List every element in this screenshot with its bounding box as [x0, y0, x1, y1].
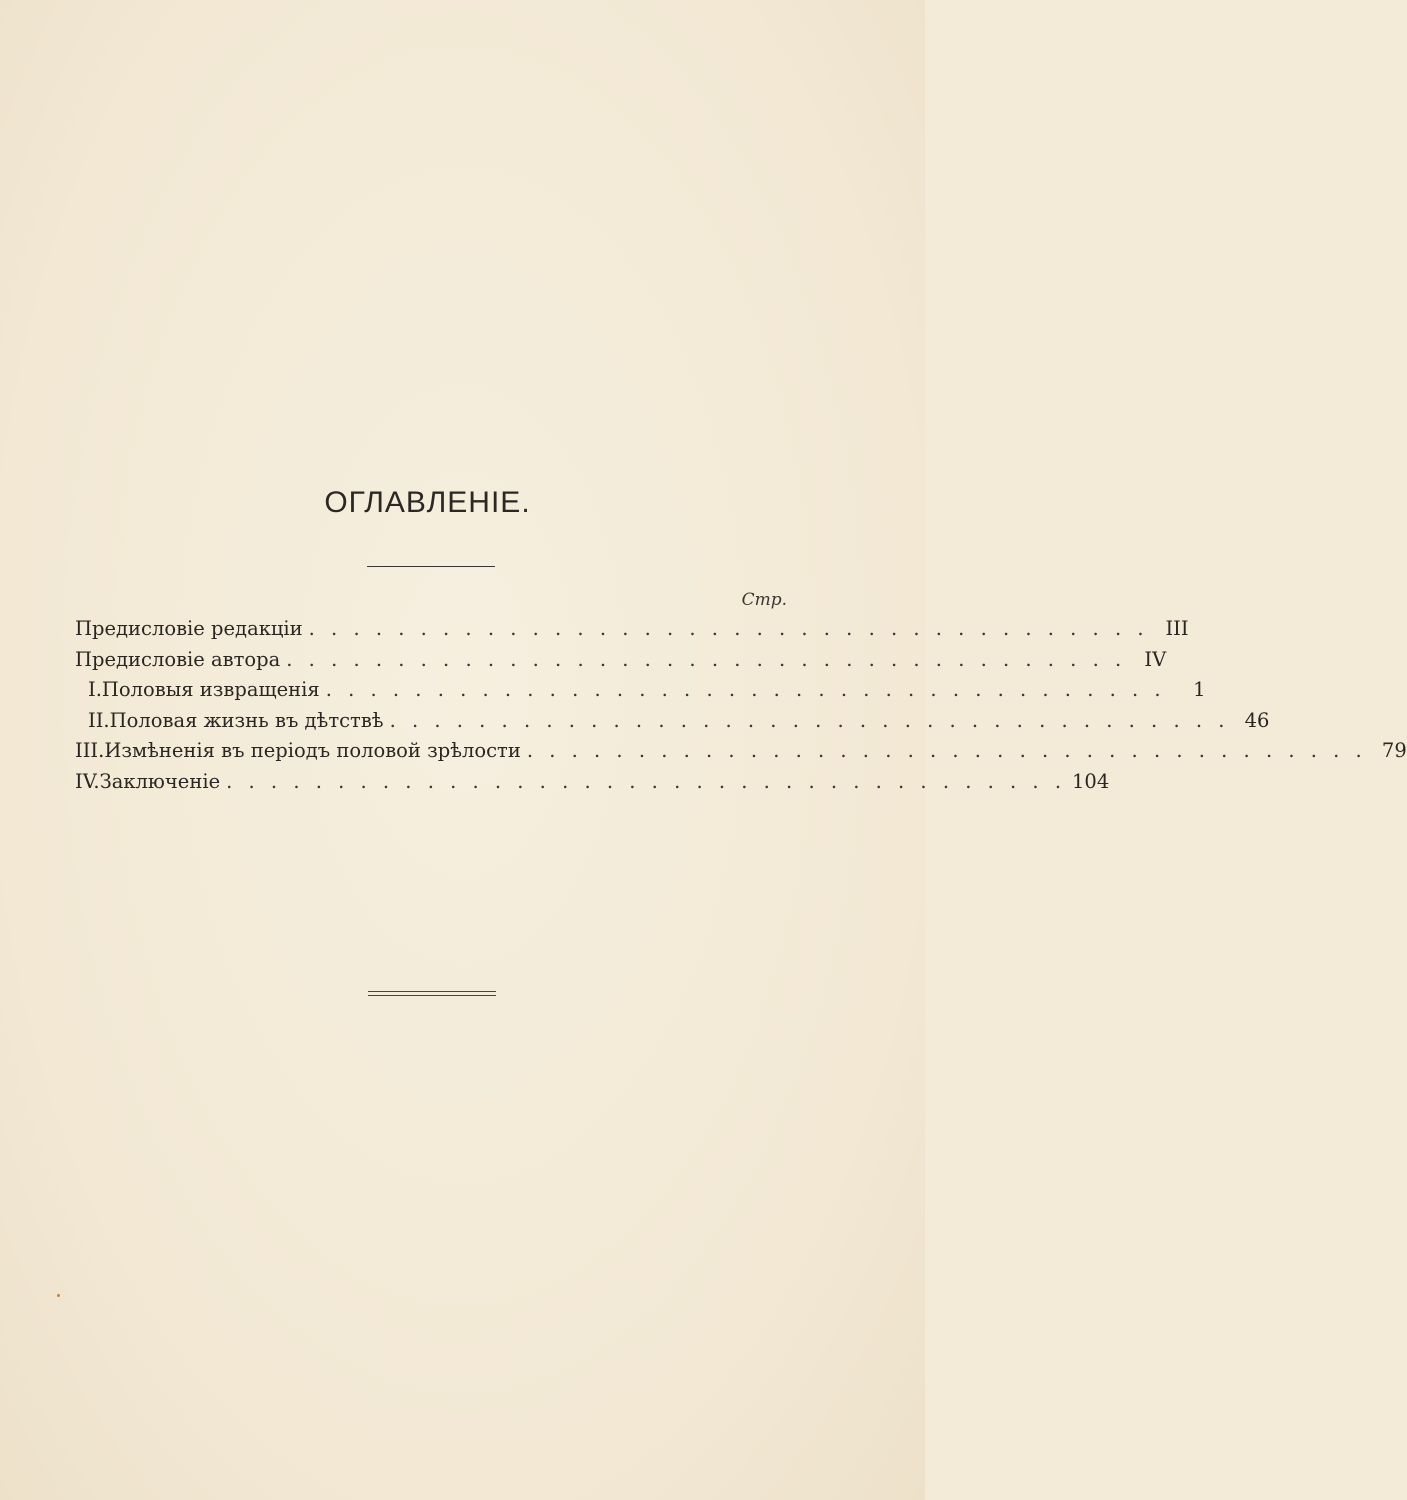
end-divider — [368, 991, 496, 996]
toc-entry-label: Измѣненія въ періодъ половой зрѣлости — [104, 739, 521, 762]
toc-entry-number: III. — [75, 739, 105, 762]
toc-entry-number: I. — [88, 678, 102, 701]
title-divider — [367, 566, 495, 567]
toc-entry-label: Половая жизнь въ дѣтствѣ — [109, 708, 384, 732]
toc-entry — [75, 736, 1407, 767]
toc-entry-page: 1 — [1193, 678, 1206, 701]
toc-entry-label: Половыя извращенія — [101, 678, 320, 701]
toc-entry — [75, 614, 1189, 645]
toc-entry — [75, 767, 1110, 798]
leader-dots: . . . . . . . . . . . . . . . . . . . . . . . . . . . . . . . . . . . . . . — [325, 678, 1166, 701]
toc-entry — [75, 675, 1206, 706]
leader-dots: . . . . . . . . . . . . . . . . . . . . . . . . . . . . . . . . . . . . . . — [526, 739, 1367, 762]
page-title: ОГЛАВЛЕНІЕ. — [324, 486, 531, 519]
toc-entry-label: Предисловіе редакціи — [75, 617, 303, 640]
toc-entry-number: II. — [88, 708, 110, 732]
toc-entry-label: Предисловіе автора — [75, 647, 281, 671]
toc-entry-page: 46 — [1244, 708, 1270, 732]
toc-entry — [75, 706, 1270, 737]
leader-dots: . . . . . . . . . . . . . . . . . . . . . . . . . . . . . . . . . . . . . . — [308, 617, 1149, 640]
leader-dots: . . . . . . . . . . . . . . . . . . . . . . . . . . . . . . . . . . . . . . — [286, 647, 1127, 671]
toc-entry-page: IV — [1144, 647, 1167, 671]
page-column-label: Стр. — [741, 590, 787, 610]
leader-dots: . . . . . . . . . . . . . . . . . . . . . . . . . . . . . . . . . . . . . . — [226, 769, 1067, 793]
table-of-contents — [75, 614, 1407, 797]
toc-entry-page: 104 — [1072, 769, 1110, 793]
toc-entry-label: Заключеніе — [99, 769, 221, 793]
paper-speck — [57, 1294, 60, 1297]
toc-entry-page: 79 — [1381, 739, 1407, 762]
leader-dots: . . . . . . . . . . . . . . . . . . . . . . . . . . . . . . . . . . . . . . — [389, 708, 1230, 732]
toc-entry — [75, 645, 1167, 676]
toc-entry-page: III — [1165, 617, 1189, 640]
toc-entry-number: IV. — [75, 769, 100, 793]
